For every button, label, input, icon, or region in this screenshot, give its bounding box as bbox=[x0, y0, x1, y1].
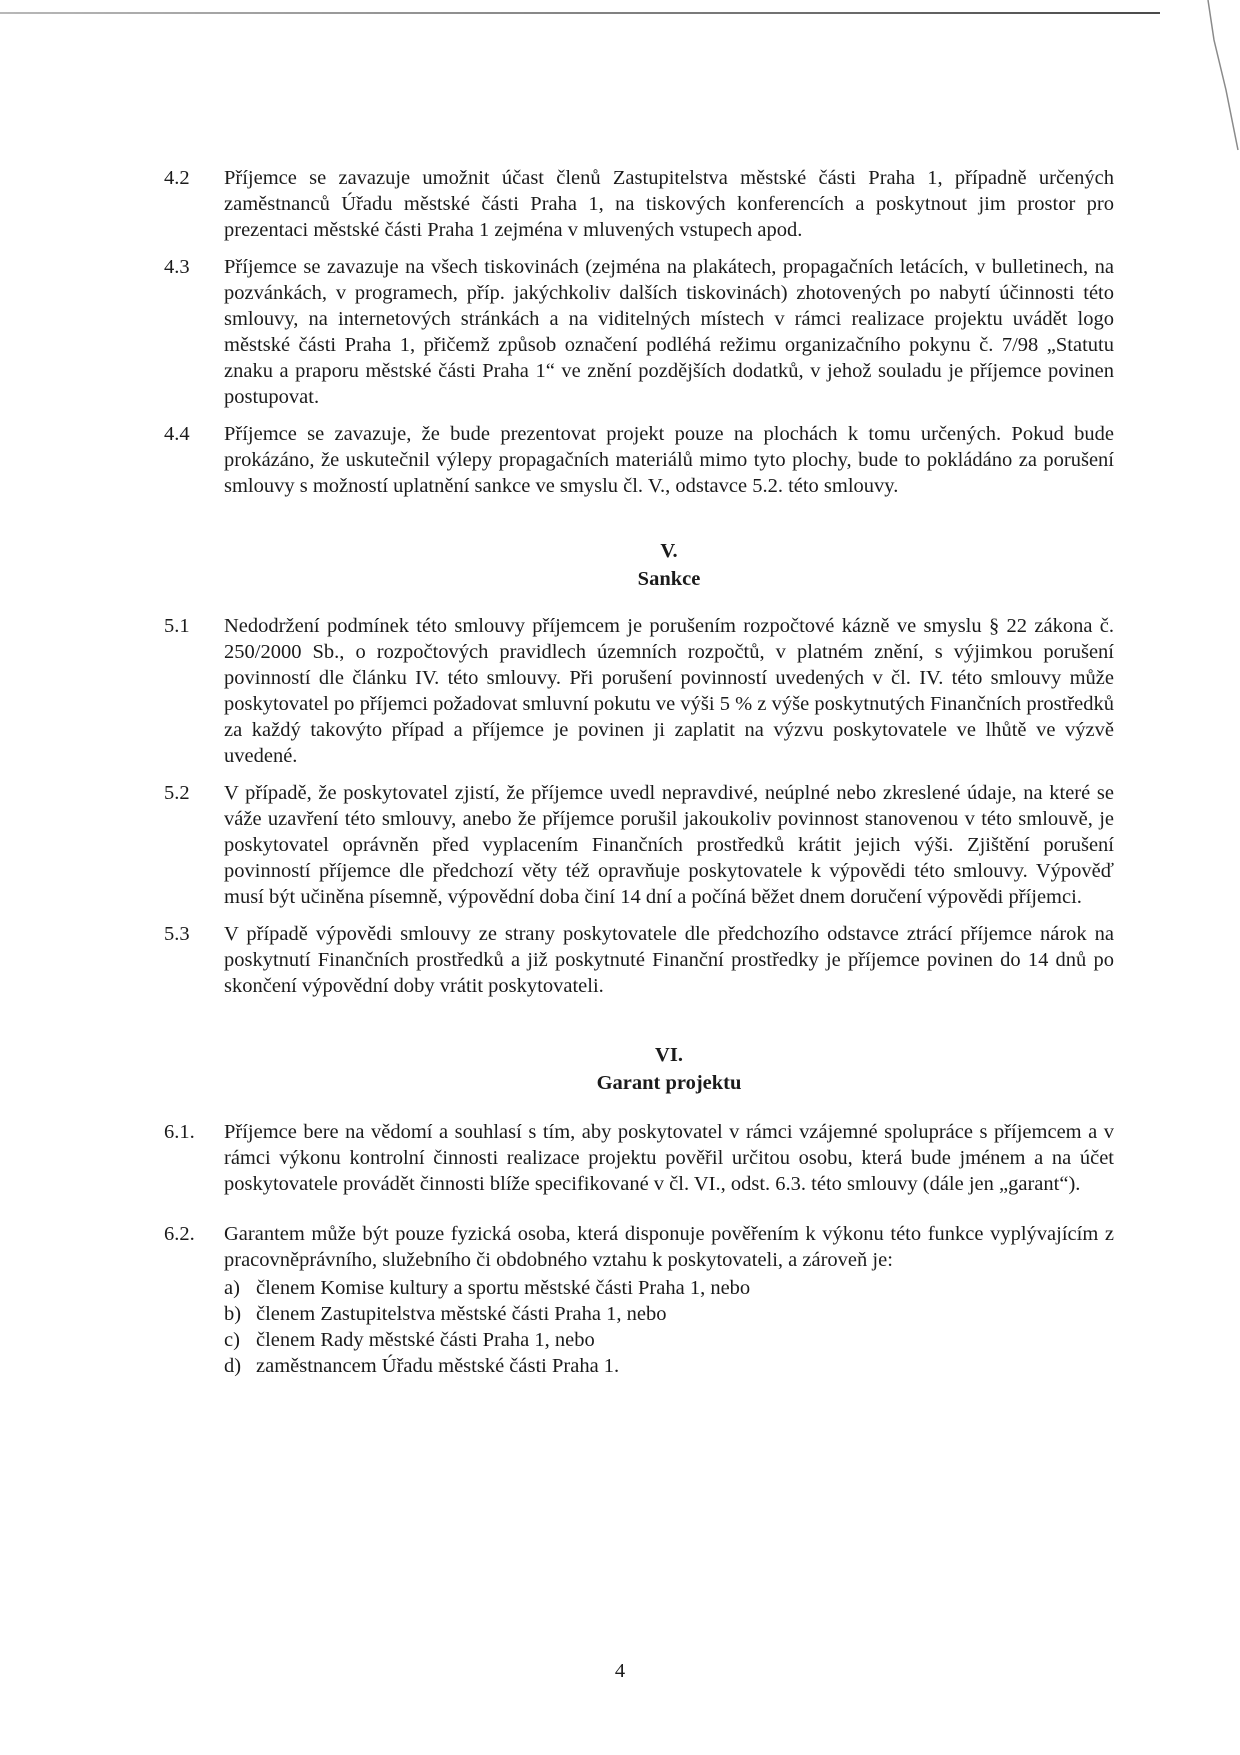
list-item-letter: b) bbox=[224, 1303, 242, 1325]
paragraph-number: 5.2 bbox=[164, 782, 190, 804]
document-page bbox=[164, 165, 1114, 1379]
paragraph-number: 5.3 bbox=[164, 923, 190, 945]
paragraph-text: V případě, že poskytovatel zjistí, že příjemce uvedl nepravdivé, neúplné nebo zkreslené údaje, na které se váže uzavření této smlouvy, anebo že příjemce porušil jakoukoliv povinnost stanovenou v této smlouvě, je poskytovatel oprávněn před vyplacením Finančních prostředků krátit jejich výši. Zjištění porušení povinností příjemce dle předchozí věty též opravňuje poskytovatele k výpovědi této smlouvy. Výpověď musí být učiněna písemně, výpovědní doba činí 14 dní a počíná běžet dnem doručení výpovědi příjemci. bbox=[224, 782, 1114, 908]
list-item-letter: a) bbox=[224, 1277, 240, 1299]
section-heading-title: Sankce bbox=[637, 568, 701, 590]
section-heading-title: Garant projektu bbox=[596, 1072, 742, 1094]
list-item bbox=[224, 1353, 1114, 1379]
paragraph-text: Nedodržení podmínek této smlouvy příjemcem je porušením rozpočtové kázně ve smyslu § 22 zákona č. 250/2000 Sb., o rozpočtových pravidlech územních rozpočtů, v platném znění, s výjimkou porušení povinností dle článku IV. této smlouvy. Při porušení povinností uvedených v čl. IV. této smlouvy může poskytovatel po příjemci požadovat smluvní pokutu ve výši 5 % z výše poskytnutých Finančních prostředků za každý takovýto případ a příjemce je povinen ji zaplatit na výzvu poskytovatele ve lhůtě ve výzvě uvedené. bbox=[224, 615, 1114, 767]
paragraph-text: Příjemce bere na vědomí a souhlasí s tím, aby poskytovatel v rámci vzájemné spolupráce s příjemcem a v rámci výkonu kontrolní činnosti realizace projektu pověřil určitou osobu, která bude jménem a na účet poskytovatele provádět činnosti blíže specifikované v čl. VI., odst. 6.3. této smlouvy (dále jen „garant“). bbox=[224, 1121, 1114, 1195]
paragraph-number: 5.1 bbox=[164, 615, 190, 637]
paragraph-text: Příjemce se zavazuje na všech tiskovinách (zejména na plakátech, propagačních letácích, v bulletinech, na pozvánkách, v programech, příp. jakýchkoliv dalších tiskovinách) zhotovených po nabytí účinnosti této smlouvy, na internetových stránkách a na viditelných místech v rámci realizace projektu uvádět logo městské části Praha 1, přičemž způsob označení podléhá režimu organizačního pokynu č. 7/98 „Statutu znaku a praporu městské části Praha 1“ ve znění pozdějších dodatků, v jehož souladu je příjemce povinen postupovat. bbox=[224, 256, 1114, 408]
list-item-text: členem Rady městské části Praha 1, nebo bbox=[256, 1329, 595, 1351]
paragraph-number: 6.2. bbox=[164, 1223, 195, 1245]
paragraph-5-1 bbox=[164, 613, 1114, 769]
paragraph-text: Garantem může být pouze fyzická osoba, která disponuje pověřením k výkonu této funkce vyplývajícím z pracovněprávního, služebního či obdobného vztahu k poskytovateli, a zároveň je: bbox=[224, 1223, 1114, 1271]
paragraph-number: 4.4 bbox=[164, 423, 190, 445]
list-item-text: zaměstnancem Úřadu městské části Praha 1. bbox=[256, 1355, 620, 1377]
list-item-text: členem Zastupitelstva městské části Praha 1, nebo bbox=[256, 1303, 667, 1325]
paragraph-5-2 bbox=[164, 780, 1114, 910]
list-item bbox=[224, 1327, 1114, 1353]
paragraph-text: Příjemce se zavazuje, že bude prezentovat projekt pouze na plochách k tomu určených. Pokud bude prokázáno, že uskutečnil výlepy propagačních materiálů mimo tyto plochy, bude to pokládáno za porušení smlouvy s možností uplatnění sankce ve smyslu čl. V., odstavce 5.2. této smlouvy. bbox=[224, 423, 1114, 497]
list-item-text: členem Komise kultury a sportu městské části Praha 1, nebo bbox=[256, 1277, 751, 1299]
paragraph-6-1 bbox=[164, 1119, 1114, 1197]
paragraph-5-3 bbox=[164, 921, 1114, 999]
list-item-letter: d) bbox=[224, 1355, 242, 1377]
paragraph-number: 4.2 bbox=[164, 167, 190, 189]
paragraph-text: V případě výpovědi smlouvy ze strany poskytovatele dle předchozího odstavce ztrácí příjemce nárok na poskytnutí Finančních prostředků a již poskytnuté Finanční prostředky je příjemce povinen do 14 dnů po skončení výpovědní doby vrátit poskytovateli. bbox=[224, 923, 1114, 997]
scan-edge-line bbox=[0, 12, 1160, 14]
section-heading-roman: VI. bbox=[655, 1044, 683, 1066]
paragraph-body bbox=[224, 1221, 1114, 1379]
paragraph-number: 4.3 bbox=[164, 256, 190, 278]
paragraph-4-4 bbox=[164, 421, 1114, 499]
scan-fold-shadow bbox=[1200, 0, 1240, 170]
list-item bbox=[224, 1275, 1114, 1301]
list-item-letter: c) bbox=[224, 1329, 240, 1351]
garant-conditions-list bbox=[224, 1275, 1114, 1379]
paragraph-4-3 bbox=[164, 254, 1114, 410]
paragraph-number: 6.1. bbox=[164, 1121, 195, 1143]
paragraph-4-2 bbox=[164, 165, 1114, 243]
list-item bbox=[224, 1301, 1114, 1327]
section-heading-roman: V. bbox=[660, 540, 678, 562]
paragraph-text: Příjemce se zavazuje umožnit účast členů Zastupitelstva městské části Praha 1, případně určených zaměstnanců Úřadu městské části Praha 1, na tiskových konferencích a poskytnout jim prostor pro prezentaci městské části Praha 1 zejména v mluvených vstupech apod. bbox=[224, 167, 1114, 241]
paragraph-6-2 bbox=[164, 1221, 1114, 1379]
page-number: 4 bbox=[614, 1660, 626, 1682]
